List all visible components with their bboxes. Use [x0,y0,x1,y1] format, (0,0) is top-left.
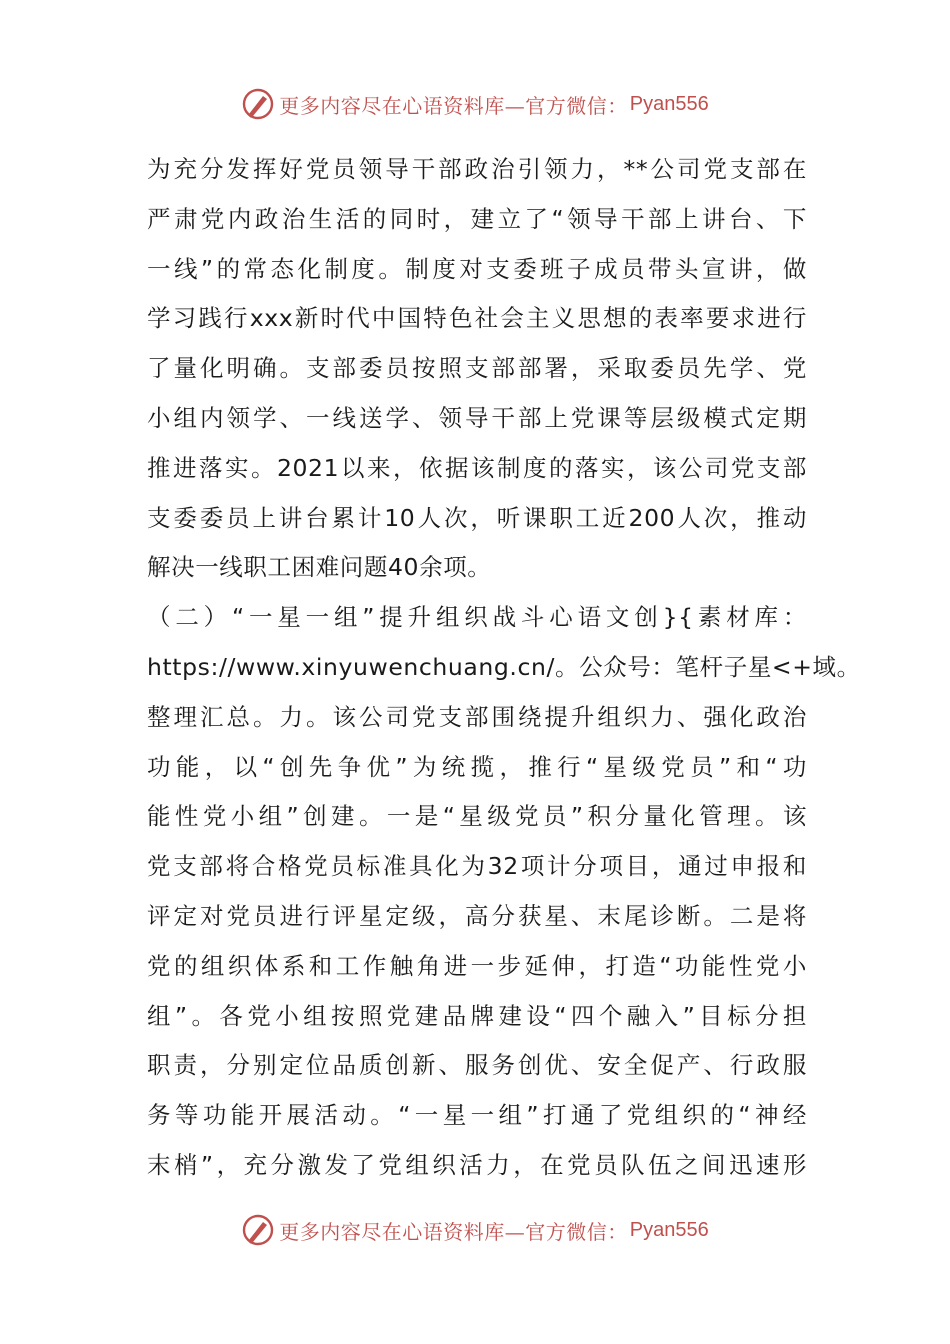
paragraph-line: 党支部将合格党员标准具化为32项计分项目，通过申报和 [147,852,807,881]
paragraph-line: 一线”的常态化制度。制度对支委班子成员带头宣讲，做 [147,254,807,283]
paragraph-line: 小组内领学、一线送学、领导干部上党课等层级模式定期 [147,403,807,432]
paragraph-line: 支委委员上讲台累计10人次，听课职工近200人次，推动 [147,503,807,532]
pen-logo-icon [241,87,275,121]
header-watermark-banner [0,84,950,124]
paragraph-line: 能性党小组”创建。一是“星级党员”积分量化管理。该 [147,802,807,831]
banner-wechat-id: Pyan556 [629,1218,709,1241]
paragraph-line: 评定对党员进行评星定级，高分获星、末尾诊断。二是将 [147,901,807,930]
section-heading-line: （二）“一星一组”提升组织战斗心语文创}{素材库： [147,603,807,632]
paragraph-line: 学习践行xxx新时代中国特色社会主义思想的表率要求进行 [147,304,807,333]
paragraph-line: 功能，以“创先争优”为统揽，推行“星级党员”和“功 [147,752,807,781]
footer-watermark-banner [0,1210,950,1250]
paragraph-line: 推进落实。2021以来，依据该制度的落实，该公司党支部 [147,453,807,482]
paragraph-line: 了量化明确。支部委员按照支部部署，采取委员先学、党 [147,354,807,383]
paragraph-line: 务等功能开展活动。“一星一组”打通了党组织的“神经 [147,1101,807,1130]
banner-text: 更多内容尽在心语资料库—官方微信： [279,93,628,118]
paragraph-line-url: https://www.xinyuwenchuang.cn/。公众号：笔杆子星<+域。 [147,652,861,681]
banner-text: 更多内容尽在心语资料库—官方微信： [279,1219,628,1244]
paragraph-line: 组”。各党小组按照党建品牌建设“四个融入”目标分担 [147,1001,807,1030]
paragraph-line: 整理汇总。力。该公司党支部围绕提升组织力、强化政治 [147,702,807,731]
paragraph-line: 职责，分别定位品质创新、服务创优、安全促产、行政服 [147,1051,807,1080]
paragraph-line: 为充分发挥好党员领导干部政治引领力，**公司党支部在 [147,155,807,183]
pen-logo-icon [241,1213,275,1247]
banner-wechat-id: Pyan556 [629,92,709,115]
paragraph-line: 末梢”，充分激发了党组织活力，在党员队伍之间迅速形 [147,1150,807,1179]
paragraph-line: 党的组织体系和工作触角进一步延伸，打造“功能性党小 [147,951,807,980]
paragraph-line: 严肃党内政治生活的同时，建立了“领导干部上讲台、下 [147,204,807,233]
document-body [147,145,861,1191]
paragraph-line: 解决一线职工困难问题40余项。 [147,553,492,582]
